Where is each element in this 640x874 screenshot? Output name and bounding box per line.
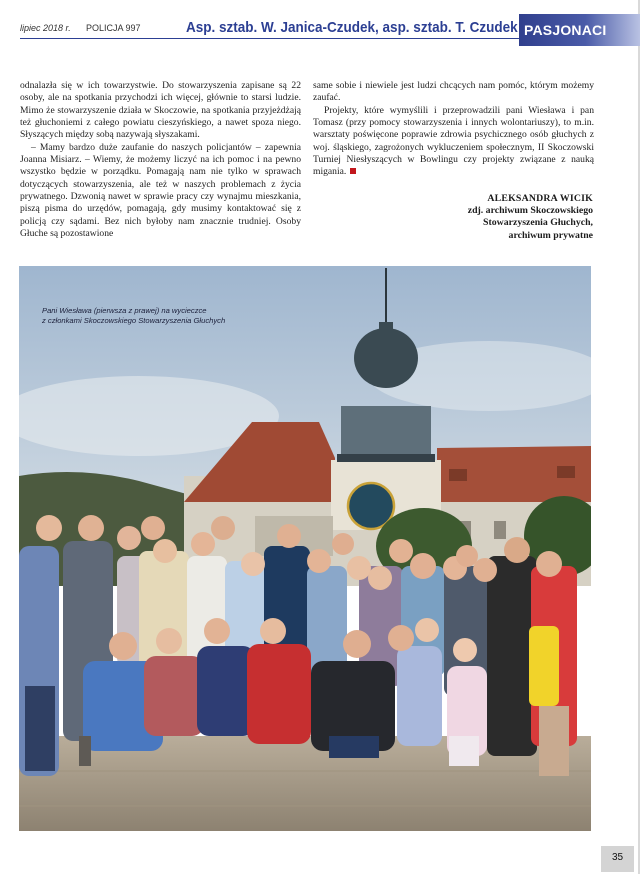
- caption-line: z członkami Skoczowskiego Stowarzyszenia Głuchych: [42, 316, 226, 325]
- group-of-people: [19, 515, 591, 776]
- paragraph: same sobie i niewiele jest ludzi chcących nam pomóc, którym możemy zaufać.: [313, 80, 594, 104]
- group-photo: [19, 266, 591, 831]
- paragraph: – Mamy bardzo duże zaufanie do naszych policjantów – zapewnia Joanna Misiarz. – Wiemy, że możemy liczyć na ich pomoc i na pewno wszystko będzie w porządku. Pomagają nam nie tylko w sprawach dotyczących stowarzyszenia, ale też w naszych problemach z życia prywatnego. Dzwonią nawet w sprawie pracy czy wynajmu mieszkania, piszą pisma do urzędów, pomagają, gdy musimy kontaktować się z policją czy sądami. Bez nich byłoby nam znacznie trudniej. Osoby Głuche są pozostawione: [20, 141, 301, 240]
- author-name: ALEKSANDRA WICIK: [487, 193, 593, 204]
- page-number: 35: [611, 852, 624, 863]
- photo-credit-line: Stowarzyszenia Głuchych,: [483, 217, 593, 229]
- photo-credit-line: archiwum prywatne: [508, 229, 593, 241]
- page-number-box: [601, 846, 634, 872]
- photo-caption: [42, 306, 225, 326]
- dormer-window: [449, 469, 467, 481]
- dormer-window: [557, 466, 575, 478]
- paragraph-with-end-mark: [313, 105, 594, 179]
- issue-date: lipiec 2018 r.: [20, 23, 71, 33]
- paragraph-text: Projekty, które wymyślili i przeprowadzili pani Wiesława i pan Tomasz (przy pomocy stowarzyszenia i innych wolontariuszy), to m.in. warsztaty poświęcone poprawie zdrowia psychicznego osób głuchych z woj. śląskiego, zagrożonych wykluczeniem społecznym, II Skoczowski Turniej Niesłyszących w Bowlingu czy projekty związane z nauką migania.: [313, 104, 594, 178]
- photo-credit-line: zdj. archiwum Skoczowskiego: [467, 205, 593, 217]
- article-authors: Asp. sztab. W. Janica-Czudek, asp. sztab. T. Czudek: [186, 19, 518, 36]
- article-column-left: [20, 80, 301, 240]
- end-of-article-mark: [350, 168, 356, 174]
- section-title: PASJONACI: [524, 22, 607, 38]
- group-photo-illustration: [19, 266, 591, 831]
- caption-line: Pani Wiesława (pierwsza z prawej) na wycieczce: [42, 306, 207, 315]
- paragraph: odnalazła się w ich towarzystwie. Do stowarzyszenia zapisane są 22 osoby, ale na spotkania przychodzi ich więcej, głównie to starsi ludzie. Mimo że stowarzyszenie działa w Skoczowie, na spotkania przyjeżdżają też głuchoniemi z całego powiatu cieszyńskiego, a nawet spoza niego. Słyszących między sobą nazywają słyszakami.: [20, 80, 301, 141]
- header-rule: [20, 38, 519, 39]
- section-tab: [519, 14, 640, 46]
- article-column-right: [313, 80, 594, 179]
- tower-lantern: [379, 322, 393, 336]
- tower-dome: [354, 328, 418, 388]
- magazine-name: POLICJA 997: [86, 23, 141, 33]
- clock-tower-upper: [341, 406, 431, 462]
- page-header: [0, 0, 640, 52]
- article-signature: [468, 193, 593, 242]
- tower-balcony: [337, 454, 435, 462]
